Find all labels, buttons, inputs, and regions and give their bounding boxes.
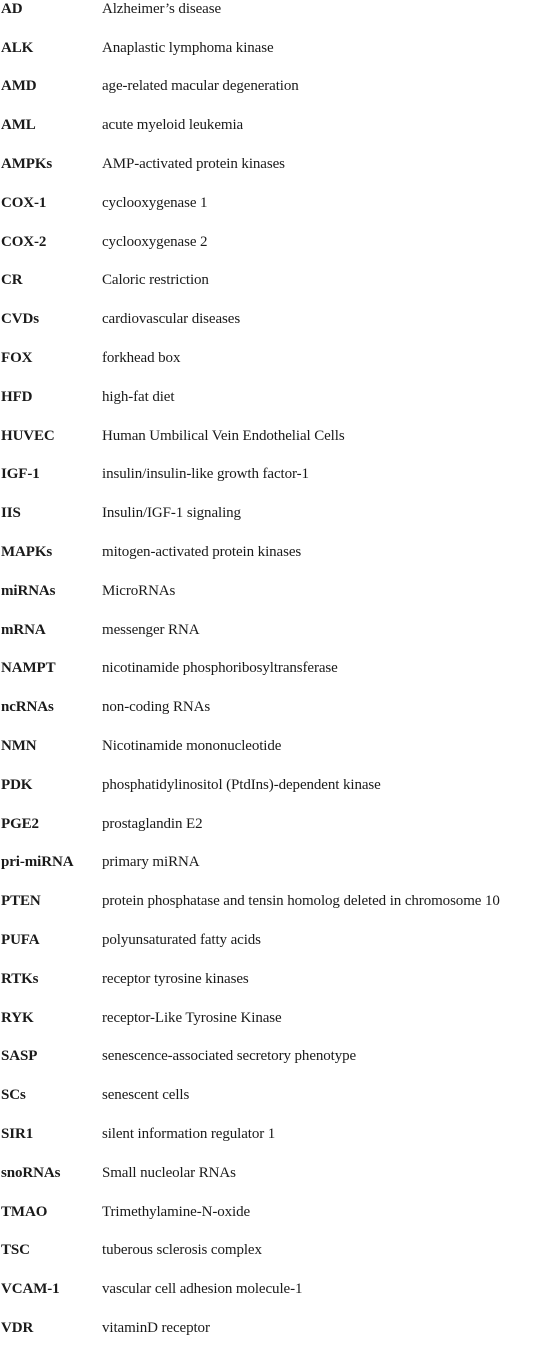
abbreviation-term: NAMPT bbox=[1, 660, 56, 677]
table-row bbox=[0, 1232, 558, 1271]
abbreviation-term: ncRNAs bbox=[1, 699, 54, 716]
abbreviation-definition: Nicotinamide mononucleotide bbox=[102, 738, 282, 755]
abbreviation-definition: vitaminD receptor bbox=[102, 1319, 210, 1336]
table-row bbox=[0, 727, 558, 766]
abbreviation-term: SASP bbox=[1, 1048, 38, 1065]
abbreviation-term: AMPKs bbox=[1, 156, 53, 173]
abbreviation-term: MAPKs bbox=[1, 544, 53, 561]
abbreviation-definition: primary miRNA bbox=[102, 854, 200, 871]
table-row bbox=[0, 766, 558, 805]
table-row bbox=[0, 106, 558, 145]
abbreviation-term: AML bbox=[1, 117, 36, 134]
table-row bbox=[0, 378, 558, 417]
abbreviation-term: snoRNAs bbox=[1, 1164, 61, 1181]
abbreviation-definition: Anaplastic lymphoma kinase bbox=[102, 39, 274, 56]
table-row bbox=[0, 68, 558, 107]
abbreviation-definition: senescence-associated secretory phenotype bbox=[102, 1048, 357, 1065]
abbreviation-definition: non-coding RNAs bbox=[102, 699, 211, 716]
abbreviation-term: PGE2 bbox=[1, 815, 39, 832]
table-row bbox=[0, 688, 558, 727]
abbreviation-definition: polyunsaturated fatty acids bbox=[102, 932, 261, 949]
abbreviation-term: PUFA bbox=[1, 932, 40, 949]
abbreviation-definition: AMP-activated protein kinases bbox=[102, 156, 285, 173]
abbreviation-definition: vascular cell adhesion molecule-1 bbox=[102, 1281, 303, 1298]
abbreviation-term: VCAM-1 bbox=[1, 1281, 60, 1298]
abbreviation-term: mRNA bbox=[1, 621, 46, 638]
abbreviation-definition: tuberous sclerosis complex bbox=[102, 1242, 262, 1259]
abbreviation-definition: prostaglandin E2 bbox=[102, 815, 203, 832]
abbreviation-definition: silent information regulator 1 bbox=[102, 1126, 276, 1142]
abbreviation-definition: Insulin/IGF-1 signaling bbox=[102, 505, 241, 522]
abbreviation-definition: acute myeloid leukemia bbox=[102, 117, 244, 134]
table-row bbox=[0, 300, 558, 339]
abbreviation-definition: Alzheimer’s disease bbox=[102, 0, 222, 17]
table-row bbox=[0, 339, 558, 378]
abbreviation-definition: phosphatidylinositol (PtdIns)-dependent kinase bbox=[102, 776, 381, 793]
table-row bbox=[0, 494, 558, 533]
abbreviation-term: IGF-1 bbox=[1, 466, 40, 483]
abbreviation-definition: Trimethylamine-N-oxide bbox=[102, 1203, 251, 1220]
abbreviation-definition: messenger RNA bbox=[102, 621, 200, 638]
abbreviation-definition: cyclooxygenase 1 bbox=[102, 194, 208, 211]
abbreviation-definition: mitogen-activated protein kinases bbox=[102, 544, 302, 561]
table-row bbox=[0, 1038, 558, 1077]
abbreviation-term: IIS bbox=[1, 505, 21, 522]
abbreviation-definition: cyclooxygenase 2 bbox=[102, 233, 208, 250]
table-row bbox=[0, 145, 558, 184]
table-row bbox=[0, 1154, 558, 1193]
table-row bbox=[0, 882, 558, 921]
table-row bbox=[0, 572, 558, 611]
abbreviation-term: pri-miRNA bbox=[1, 854, 74, 871]
table-row bbox=[0, 999, 558, 1038]
abbreviation-term: TMAO bbox=[1, 1203, 48, 1220]
table-row bbox=[0, 921, 558, 960]
abbreviation-term: PDK bbox=[1, 776, 33, 793]
abbreviation-definition: MicroRNAs bbox=[102, 582, 176, 599]
abbreviation-definition: senescent cells bbox=[102, 1087, 190, 1104]
abbreviation-term: RTKs bbox=[1, 970, 39, 987]
table-row bbox=[0, 1270, 558, 1309]
table-row bbox=[0, 417, 558, 456]
abbreviation-term: COX-2 bbox=[1, 233, 47, 250]
abbreviation-definition: age-related macular degeneration bbox=[102, 78, 299, 95]
abbreviation-term: PTEN bbox=[1, 893, 41, 910]
abbreviation-definition: Caloric restriction bbox=[102, 272, 209, 289]
table-row bbox=[0, 805, 558, 844]
table-row bbox=[0, 1115, 558, 1154]
table-row bbox=[0, 0, 558, 29]
table-row bbox=[0, 960, 558, 999]
abbreviation-definition: receptor-Like Tyrosine Kinase bbox=[102, 1009, 282, 1026]
abbreviation-term: miRNAs bbox=[1, 582, 56, 599]
abbreviation-term: TSC bbox=[1, 1242, 30, 1259]
abbreviation-term: SCs bbox=[1, 1087, 26, 1104]
abbreviation-term: RYK bbox=[1, 1009, 34, 1026]
abbreviation-definition: protein phosphatase and tensin homolog deleted in chromosome 10 bbox=[102, 893, 500, 910]
table-row bbox=[0, 1193, 558, 1232]
abbreviation-term: FOX bbox=[1, 350, 33, 367]
table-row bbox=[0, 223, 558, 262]
abbreviation-term: CR bbox=[1, 272, 23, 289]
abbreviation-term: VDR bbox=[1, 1319, 34, 1336]
abbreviation-term: HUVEC bbox=[1, 427, 55, 444]
abbreviation-definition: forkhead box bbox=[102, 350, 181, 367]
abbreviation-definition: Small nucleolar RNAs bbox=[102, 1164, 236, 1181]
table-row bbox=[0, 1309, 558, 1348]
abbreviation-term: ALK bbox=[1, 39, 34, 56]
table-row bbox=[0, 844, 558, 883]
table-row bbox=[0, 611, 558, 650]
abbreviation-term: COX-1 bbox=[1, 194, 47, 211]
abbreviation-term: AMD bbox=[1, 78, 37, 95]
abbreviation-term: CVDs bbox=[1, 311, 39, 328]
abbreviation-definition: Human Umbilical Vein Endothelial Cells bbox=[102, 427, 345, 444]
abbreviation-term: SIR1 bbox=[1, 1126, 34, 1142]
abbreviation-term: HFD bbox=[1, 388, 33, 405]
abbreviation-definition: cardiovascular diseases bbox=[102, 311, 241, 328]
abbreviation-definition: high-fat diet bbox=[102, 388, 175, 405]
table-row bbox=[0, 650, 558, 689]
table-row bbox=[0, 1076, 558, 1115]
table-row bbox=[0, 262, 558, 301]
table-row bbox=[0, 29, 558, 68]
abbreviation-term: AD bbox=[1, 0, 23, 17]
table-row bbox=[0, 456, 558, 495]
abbreviation-definition: insulin/insulin-like growth factor-1 bbox=[102, 466, 309, 483]
table-row bbox=[0, 184, 558, 223]
abbreviation-term: NMN bbox=[1, 738, 37, 755]
abbreviation-definition: nicotinamide phosphoribosyltransferase bbox=[102, 660, 338, 677]
abbreviation-definition: receptor tyrosine kinases bbox=[102, 970, 249, 987]
table-row bbox=[0, 533, 558, 572]
